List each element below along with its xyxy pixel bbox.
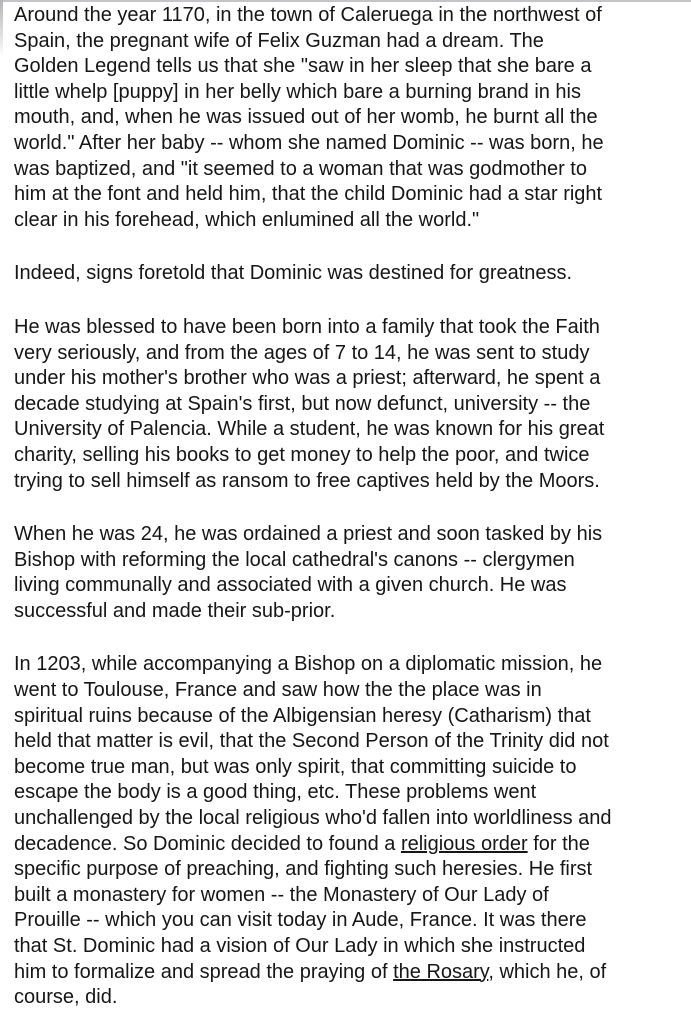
text-segment: him at the font and held him, that the child Dominic had a star right [14,183,603,206]
text-line [14,857,685,883]
text-line [14,522,685,548]
text-line [14,29,685,55]
text-line [14,755,685,781]
paragraph [14,652,685,1010]
text-segment: clear in his forehead, which enlumined all the world." [14,208,480,231]
text-line [14,417,685,443]
text-line [14,883,685,909]
link[interactable]: the Rosary [393,960,489,983]
text-segment: went to Toulouse, France and saw how the the place was in [14,679,542,702]
text-line [14,729,685,755]
text-line [14,443,685,469]
text-line [14,261,685,287]
text-segment: escape the body is a good thing, etc. These problems went [14,781,537,804]
text-line [14,208,685,234]
text-segment: Around the year 1170, in the town of Caleruega in the northwest of [14,4,602,26]
text-line [14,392,685,418]
text-line [14,548,685,574]
text-segment: little whelp [puppy] in her belly which bare a burning brand in his [14,80,582,103]
text-segment: very seriously, and from the ages of 7 to 14, he was sent to study [14,341,590,364]
text-line [14,315,685,341]
text-segment: course, did. [14,986,118,1009]
text-segment: charity, selling his books to get money to help the poor, and twice [14,443,590,466]
paragraph [14,3,685,233]
text-line [14,341,685,367]
text-segment: living communally and associated with a given church. He was [14,574,567,597]
text-segment: that St. Dominic had a vision of Our Lady in which she instructed [14,935,586,957]
paragraph [14,522,685,624]
text-segment: under his mother's brother who was a priest; afterward, he spent a [14,367,601,390]
paragraph [14,315,685,494]
text-line [14,105,685,131]
text-line [14,985,685,1011]
text-line [14,366,685,392]
text-line [14,806,685,832]
text-segment: trying to sell himself as ransom to free captives held by the Moors. [14,469,600,492]
text-line [14,157,685,183]
text-segment: built a monastery for women -- the Monastery of Our Lady of [14,883,549,906]
text-segment: , which he, of [488,960,607,983]
text-line [14,934,685,960]
text-line [14,652,685,678]
text-segment: spiritual ruins because of the Albigensian heresy (Catharism) that [14,704,591,727]
text-segment: Bishop with reforming the local cathedral's canons -- clergymen [14,548,575,571]
text-segment: Indeed, signs foretold that Dominic was destined for greatness. [14,262,573,285]
text-line [14,599,685,625]
text-line [14,678,685,704]
text-line [14,80,685,106]
link[interactable]: religious order [400,832,528,855]
text-segment: for the [527,832,590,855]
text-segment: decade studying at Spain's first, but now defunct, university -- the [14,392,591,415]
text-segment: mouth, and, when he was issued out of her womb, he burnt all the [14,106,598,129]
text-segment: become true man, but was only spirit, that committing suicide to [14,755,577,778]
text-segment: him to formalize and spread the praying of [14,960,394,983]
text-segment: When he was 24, he was ordained a priest and soon tasked by his [14,523,603,546]
text-segment: held that matter is evil, that the Second Person of the Trinity did not [14,730,609,753]
document-body [14,3,685,1011]
text-line [14,832,685,858]
text-line [14,573,685,599]
text-segment: decadence. So Dominic decided to found a [14,832,401,855]
text-segment: specific purpose of preaching, and fighting such heresies. He first [14,858,593,881]
text-segment: world." After her baby -- whom she named Dominic -- was born, he [14,131,604,154]
text-segment: In 1203, while accompanying a Bishop on a diplomatic mission, he [14,653,603,676]
text-segment: successful and made their sub-prior. [14,599,336,622]
text-line [14,182,685,208]
text-segment: Spain, the pregnant wife of Felix Guzman had a dream. The [14,29,544,52]
text-segment: was baptized, and "it seemed to a woman that was godmother to [14,157,587,180]
text-segment: University of Palencia. While a student, he was known for his great [14,418,605,441]
text-line [14,908,685,934]
paragraph [14,261,685,287]
text-line [14,54,685,80]
text-line [14,131,685,157]
text-line [14,960,685,986]
text-line [14,3,685,29]
text-segment: unchallenged by the local religious who'd fallen into worldliness and [14,807,612,830]
text-line [14,704,685,730]
text-line [14,780,685,806]
text-line [14,469,685,495]
text-segment: He was blessed to have been born into a family that took the Faith [14,315,600,338]
text-segment: Golden Legend tells us that she "saw in her sleep that she bare a [14,55,592,78]
text-segment: Prouille -- which you can visit today in Aude, France. It was there [14,909,587,932]
